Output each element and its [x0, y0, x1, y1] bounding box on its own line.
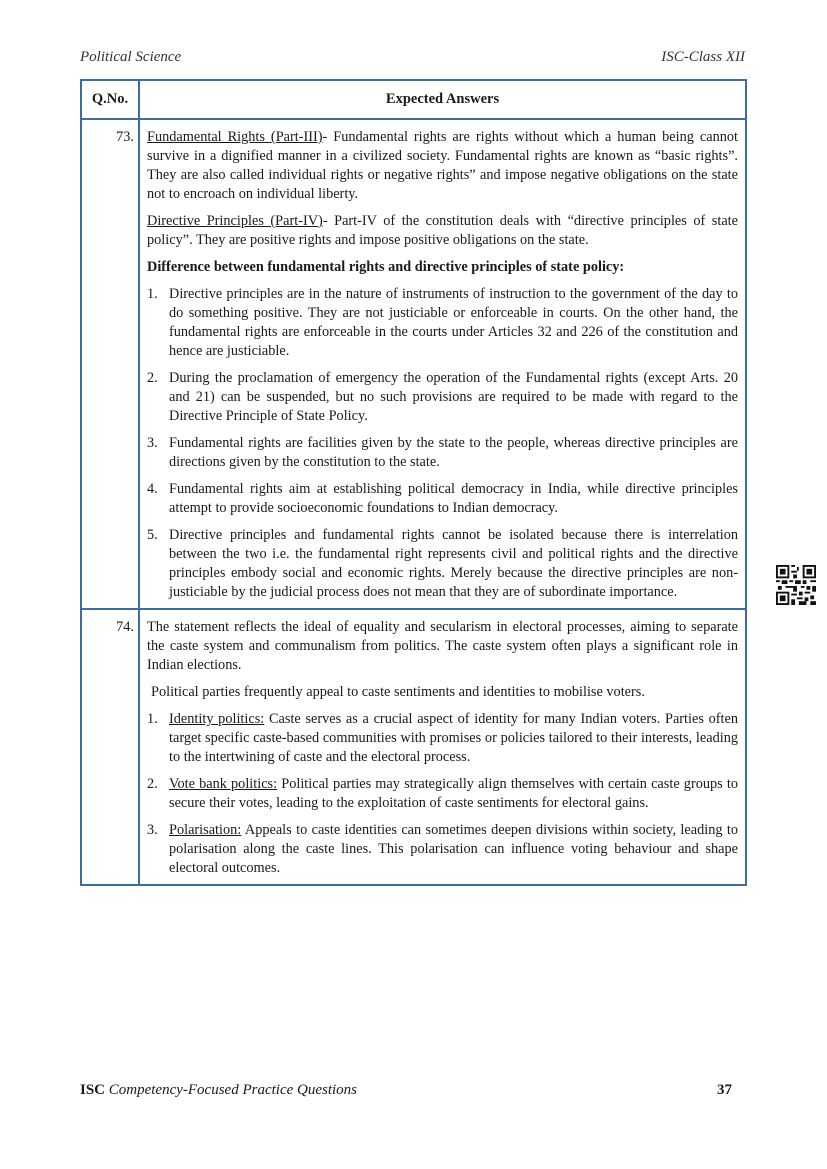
page-footer — [80, 1082, 732, 1099]
fundamental-rights-title: Fundamental Rights (Part-III) — [147, 129, 323, 145]
directive-principles-title: Directive Principles (Part-IV) — [147, 213, 323, 229]
list-item — [147, 775, 738, 813]
parties-appeal-para: Political parties frequently appeal to caste sentiments and identities to mobilise voters. — [151, 684, 645, 700]
list-item-number: 1. — [147, 286, 158, 302]
list-item-number: 4. — [147, 481, 158, 497]
page-number: 37 — [717, 1082, 732, 1098]
caste-politics-list — [147, 710, 738, 878]
list-item-text — [169, 710, 738, 767]
col-answers-header: Expected Answers — [139, 80, 746, 119]
list-item-text: Fundamental rights are facilities given by the state to the people, whereas directive principles are directions given by the constitution to the state. — [169, 435, 738, 470]
list-item-number: 3. — [147, 822, 158, 838]
list-item-body: Political parties may strategically align themselves with certain caste groups to secure their votes, leading to the exploitation of caste sentiments for electoral gains. — [169, 776, 738, 811]
fundamental-rights-text: - Fundamental rights are rights without which a human being cannot survive in a dignified manner in a civilized society. Fundamental rights are known as “basic rights”. They are also called individual rights or negative rights” and impose negative obligations on the state not to encroach on individual liberty. — [147, 129, 738, 202]
answer-cell — [139, 609, 746, 885]
list-item-text: Directive principles and fundamental rights cannot be isolated because there is interrelation between the two i.e. the fundamental right represents civil and political rights and the directive principles embody social and economic rights. Merely because the directive principles are non-justiciable by the judicial process does not mean that they are of subordinate importance. — [169, 527, 738, 600]
qr-code-icon[interactable] — [776, 565, 816, 605]
difference-list — [147, 285, 738, 602]
list-item-body: Caste serves as a crucial aspect of identity for many Indian voters. Parties often target specific caste-based communities with promises or policies tailored to their interests, leading to the intertwining of caste and the electoral process. — [169, 711, 738, 765]
list-item-text — [169, 775, 738, 813]
table-row-q74 — [81, 609, 746, 885]
list-item-title: Identity politics: — [169, 711, 265, 727]
table-header-row — [81, 80, 746, 119]
list-item — [147, 285, 738, 361]
answers-table — [80, 79, 747, 886]
question-number: 74. — [81, 609, 139, 885]
list-item — [147, 434, 738, 472]
list-item-title: Vote bank politics: — [169, 776, 278, 792]
fundamental-rights-para — [147, 128, 738, 204]
directive-principles-para — [147, 212, 738, 250]
header-class: ISC-Class XII — [661, 49, 745, 65]
list-item-text: Fundamental rights aim at establishing political democracy in India, while directive principles attempt to provide socioeconomic foundations to Indian democracy. — [169, 481, 738, 516]
footer-series-bold: ISC — [80, 1082, 106, 1098]
question-number: 73. — [81, 119, 139, 609]
list-item-text: During the proclamation of emergency the operation of the Fundamental rights (except Arts. 20 and 21) can be suspended, but no such provisions are required to be made with regard to the Directive Principle of State Policy. — [169, 370, 738, 424]
list-item — [147, 369, 738, 426]
list-item-text: Directive principles are in the nature of instruments of instruction to the government of the day to do something positive. They are not justiciable or enforceable in courts. On the other hand, the fundamental rights are enforceable in the courts under Articles 32 and 226 of the constitution and hence are justiciable. — [169, 286, 738, 359]
statement-para: The statement reflects the ideal of equality and secularism in electoral processes, aiming to separate the caste system and communalism from politics. The caste system often plays a significant role in Indian elections. — [147, 619, 738, 673]
list-item-number: 3. — [147, 435, 158, 451]
list-item-title: Polarisation: — [169, 822, 242, 838]
list-item — [147, 480, 738, 518]
header-subject: Political Science — [80, 49, 182, 65]
list-item-number: 2. — [147, 776, 158, 792]
col-qno-header: Q.No. — [81, 80, 139, 119]
list-item-text — [169, 821, 738, 878]
list-item-body: Appeals to caste identities can sometimes deepen divisions within society, leading to polarisation along the caste lines. This polarisation can influence voting behaviour and shape electoral outcomes. — [169, 822, 738, 876]
list-item-number: 5. — [147, 527, 158, 543]
table-row-q73 — [81, 119, 746, 609]
footer-series-title: Competency-Focused Practice Questions — [108, 1082, 358, 1098]
list-item-number: 2. — [147, 370, 158, 386]
list-item — [147, 526, 738, 602]
answer-cell — [139, 119, 746, 609]
directive-principles-text: - Part-IV of the constitution deals with “directive principles of state policy”. They are positive rights and impose positive obligations on the state. — [147, 213, 738, 248]
list-item — [147, 710, 738, 767]
list-item — [147, 821, 738, 878]
list-item-number: 1. — [147, 711, 158, 727]
difference-heading: Difference between fundamental rights and directive principles of state policy: — [147, 259, 625, 275]
